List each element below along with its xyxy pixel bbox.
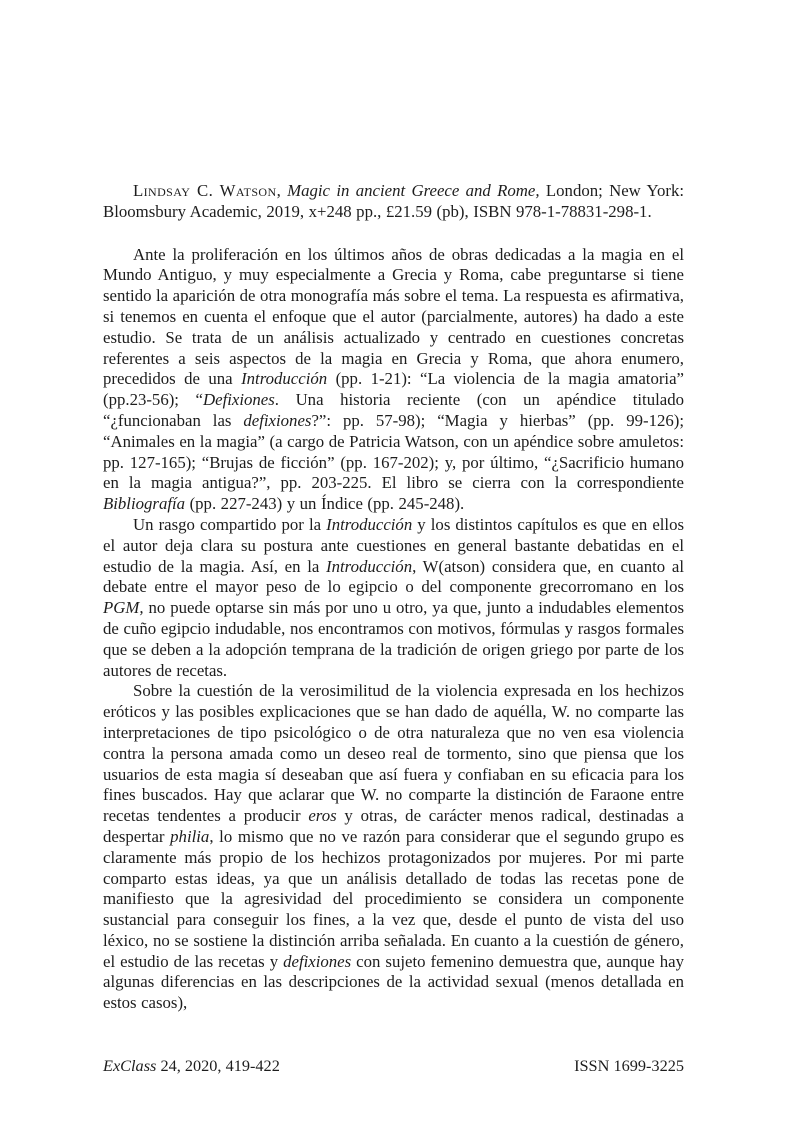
text-segment: Magic in ancient Greece and Rome, — [287, 181, 540, 200]
text-segment: Un rasgo compartido por la — [133, 514, 327, 534]
text-segment: y otras, de carácter menos radical, destinadas a despertar — [103, 806, 684, 846]
text-segment: defixiones — [283, 951, 352, 971]
text-block — [103, 181, 684, 1014]
text-segment: London; New York: Bloomsbury Academic, 2019, x+248 pp., £21.59 (pb), ISBN 978-1-78831-298-1. — [103, 181, 684, 221]
text-segment: 24, 2020, 419-422 — [156, 1056, 280, 1075]
review-paragraph — [103, 245, 684, 515]
text-segment: Sobre la cuestión de la verosimilitud de la violencia expresada en los hechizos eróticos y las posibles explicaciones que se han dado de aquélla, W. no comparte las interpretaciones de tipo psicológico o de otra naturaleza que no ven esa violencia contra la persona amada como un deseo real de tormento, sino que piensa que los usuarios de esta magia sí deseaban que así fuera y confiaban en su eficacia para los fines buscados. Hay que aclarar que W. no comparte la distinción de Faraone entre recetas tendentes a producir — [103, 681, 684, 826]
text-segment: Defixiones — [203, 390, 275, 410]
text-segment: eros — [308, 806, 337, 826]
text-segment: Introducción — [241, 369, 328, 389]
text-segment: , lo mismo que no ve razón para considerar que el segundo grupo es claramente más propio de los hechizos protagonizados por mujeres. Por mi parte comparto estas ideas, ya que un análisis detallado de todas las recetas pone de manifiesto que la agresividad del procedimiento se considera un componente sustancial para conseguir los fines, a la vez que, desde el punto de vista del uso léxico, no se sostiene la distinción arriba señalada. En cuanto a la cuestión de género, el estudio de las recetas y — [103, 826, 685, 971]
journal-reference — [103, 1056, 280, 1076]
text-segment: Bibliografía — [103, 494, 186, 514]
text-segment: (pp. 227-243) y un Índice (pp. 245-248). — [185, 494, 465, 514]
review-body — [103, 245, 684, 1014]
text-segment: , — [276, 181, 288, 200]
issn-label: ISSN 1699-3225 — [574, 1056, 684, 1075]
text-segment: . Una historia reciente (con un apéndice titulado “¿funcionaban las — [103, 390, 684, 430]
text-segment: (pp. 1-21): “La violencia de la magia amatoria” (pp.23-56); “ — [103, 369, 684, 410]
text-segment: ExClass — [103, 1056, 157, 1075]
page-footer — [103, 1056, 684, 1076]
text-segment: Ante la proliferación en los últimos años de obras dedicadas a la magia en el Mundo Antiguo, y muy especialmente a Grecia y Roma, cabe preguntarse si tiene sentido la aparición de otra monografía más sobre el tema. La respuesta es afirmativa, si tenemos en cuenta el enfoque que el autor (parcialmente, autores) ha dado a este estudio. Se trata de un análisis actualizado y centrado en cuestiones concretas referentes a seis aspectos de la magia en Grecia y Roma, que ahora enumero, precedidos de una — [103, 244, 684, 389]
text-segment: Lindsay C. Watson — [133, 181, 277, 200]
text-segment: no puede optarse sin más por uno u otro, ya que, junto a indudables elementos de cuño egipcio indudable, nos encontramos con motivos, fórmulas y rasgos formales que se deben a la adopción temprana de la tradición de origen griego por parte de los autores de recetas. — [103, 598, 684, 680]
text-segment: defixiones — [243, 410, 312, 430]
text-segment: PGM, — [103, 598, 144, 618]
text-segment: , W(atson) considera que, en cuanto al debate entre el mayor peso de lo egipcio o del componente grecorromano en los — [103, 556, 685, 597]
text-segment: Introducción — [326, 556, 413, 576]
book-citation — [103, 181, 684, 223]
review-paragraph — [103, 681, 684, 1014]
review-paragraph — [103, 515, 684, 681]
text-segment: ?”: pp. 57-98); “Magia y hierbas” (pp. 99-126); “Animales en la magia” (a cargo de Patricia Watson, con un apéndice sobre amuletos: pp. 127-165); “Brujas de ficción” (pp. 167-202); y, por último, “¿Sacrificio humano en la magia antigua?”, pp. 203-225. El libro se cierra con la correspondiente — [103, 410, 684, 493]
text-segment: philia — [170, 826, 210, 846]
text-segment: con sujeto femenino demuestra que, aunque hay algunas diferencias en las descripciones de la actividad sexual (menos detallada en estos casos), — [103, 951, 684, 1013]
text-segment: y los distintos capítulos es que en ellos el autor deja clara su postura ante cuestiones en general bastante debatidas en el estudio de la magia. Así, en la — [103, 514, 685, 576]
text-segment: Introducción — [326, 514, 413, 534]
